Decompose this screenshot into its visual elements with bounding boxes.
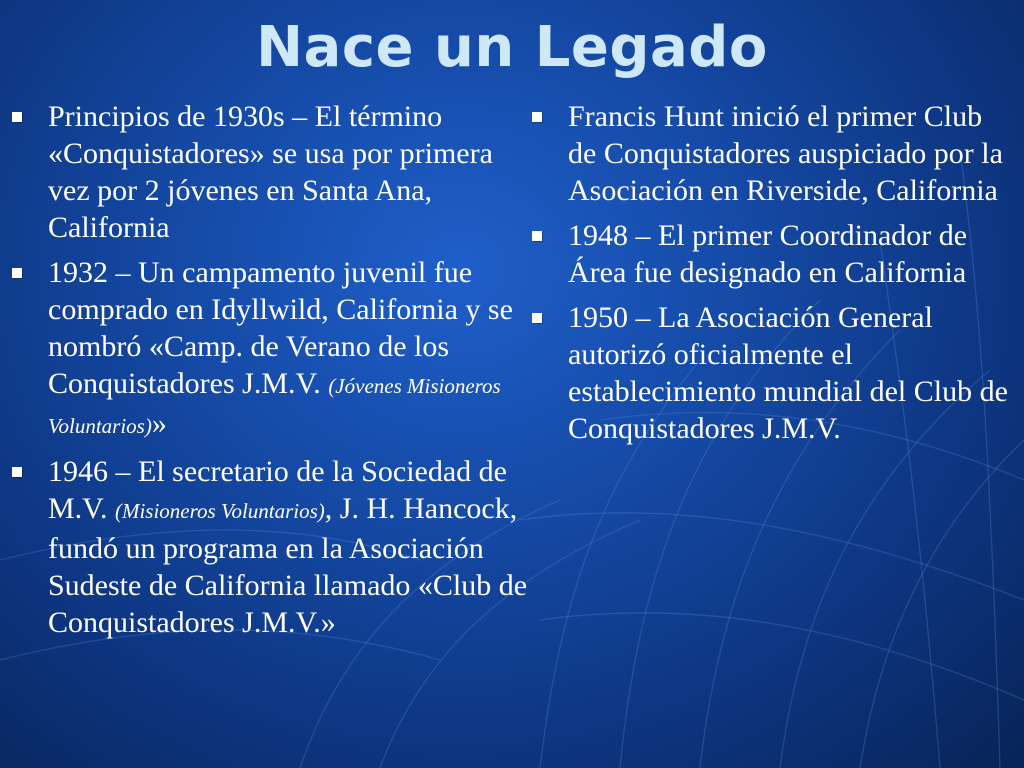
square-bullet-icon bbox=[532, 313, 542, 323]
bullet-item-francis-hunt bbox=[530, 98, 1016, 209]
bullet-text: 1946 – El secretario de la Sociedad de M.V. bbox=[48, 455, 507, 525]
bullet-item-1946 bbox=[10, 453, 532, 641]
right-bullet-list bbox=[530, 98, 1016, 455]
bullet-item-1950 bbox=[530, 299, 1016, 447]
bullet-note: (Jóvenes Misioneros Voluntarios) bbox=[48, 374, 501, 438]
bullet-text: Principios de 1930s – El término «Conquistadores» se usa por primera vez por 2 jóvenes en Santa Ana, California bbox=[48, 100, 493, 244]
bullet-text: 1948 – El primer Coordinador de Área fue designado en California bbox=[568, 219, 968, 289]
bullet-item-1948 bbox=[530, 217, 1016, 291]
bullet-note: (Misioneros Voluntarios) bbox=[114, 499, 325, 523]
bullet-item-1930s bbox=[10, 98, 532, 246]
square-bullet-icon bbox=[12, 467, 22, 477]
bullet-text-end: » bbox=[151, 407, 167, 440]
square-bullet-icon bbox=[532, 231, 542, 241]
slide-title: Nace un Legado bbox=[256, 15, 768, 80]
square-bullet-icon bbox=[532, 112, 542, 122]
left-bullet-list bbox=[10, 98, 532, 649]
bullet-text: 1932 – Un campamento juvenil fue comprado en Idyllwild, California y se nombró «Camp. de Verano de los Conquistadores J.M.V. bbox=[48, 256, 513, 400]
bullet-text: 1950 – La Asociación General autorizó oficialmente el establecimiento mundial del Club de Conquistadores J.M.V. bbox=[568, 301, 1008, 445]
bullet-text: Francis Hunt inició el primer Club de Conquistadores auspiciado por la Asociación en Riverside, California bbox=[568, 100, 1003, 207]
square-bullet-icon bbox=[12, 112, 22, 122]
bullet-item-1932 bbox=[10, 254, 532, 445]
square-bullet-icon bbox=[12, 268, 22, 278]
bullet-text-end: , J. H. Hancock, fundó un programa en la Asociación Sudeste de California llamado «Club de Conquistadores J.M.V.» bbox=[48, 492, 528, 639]
